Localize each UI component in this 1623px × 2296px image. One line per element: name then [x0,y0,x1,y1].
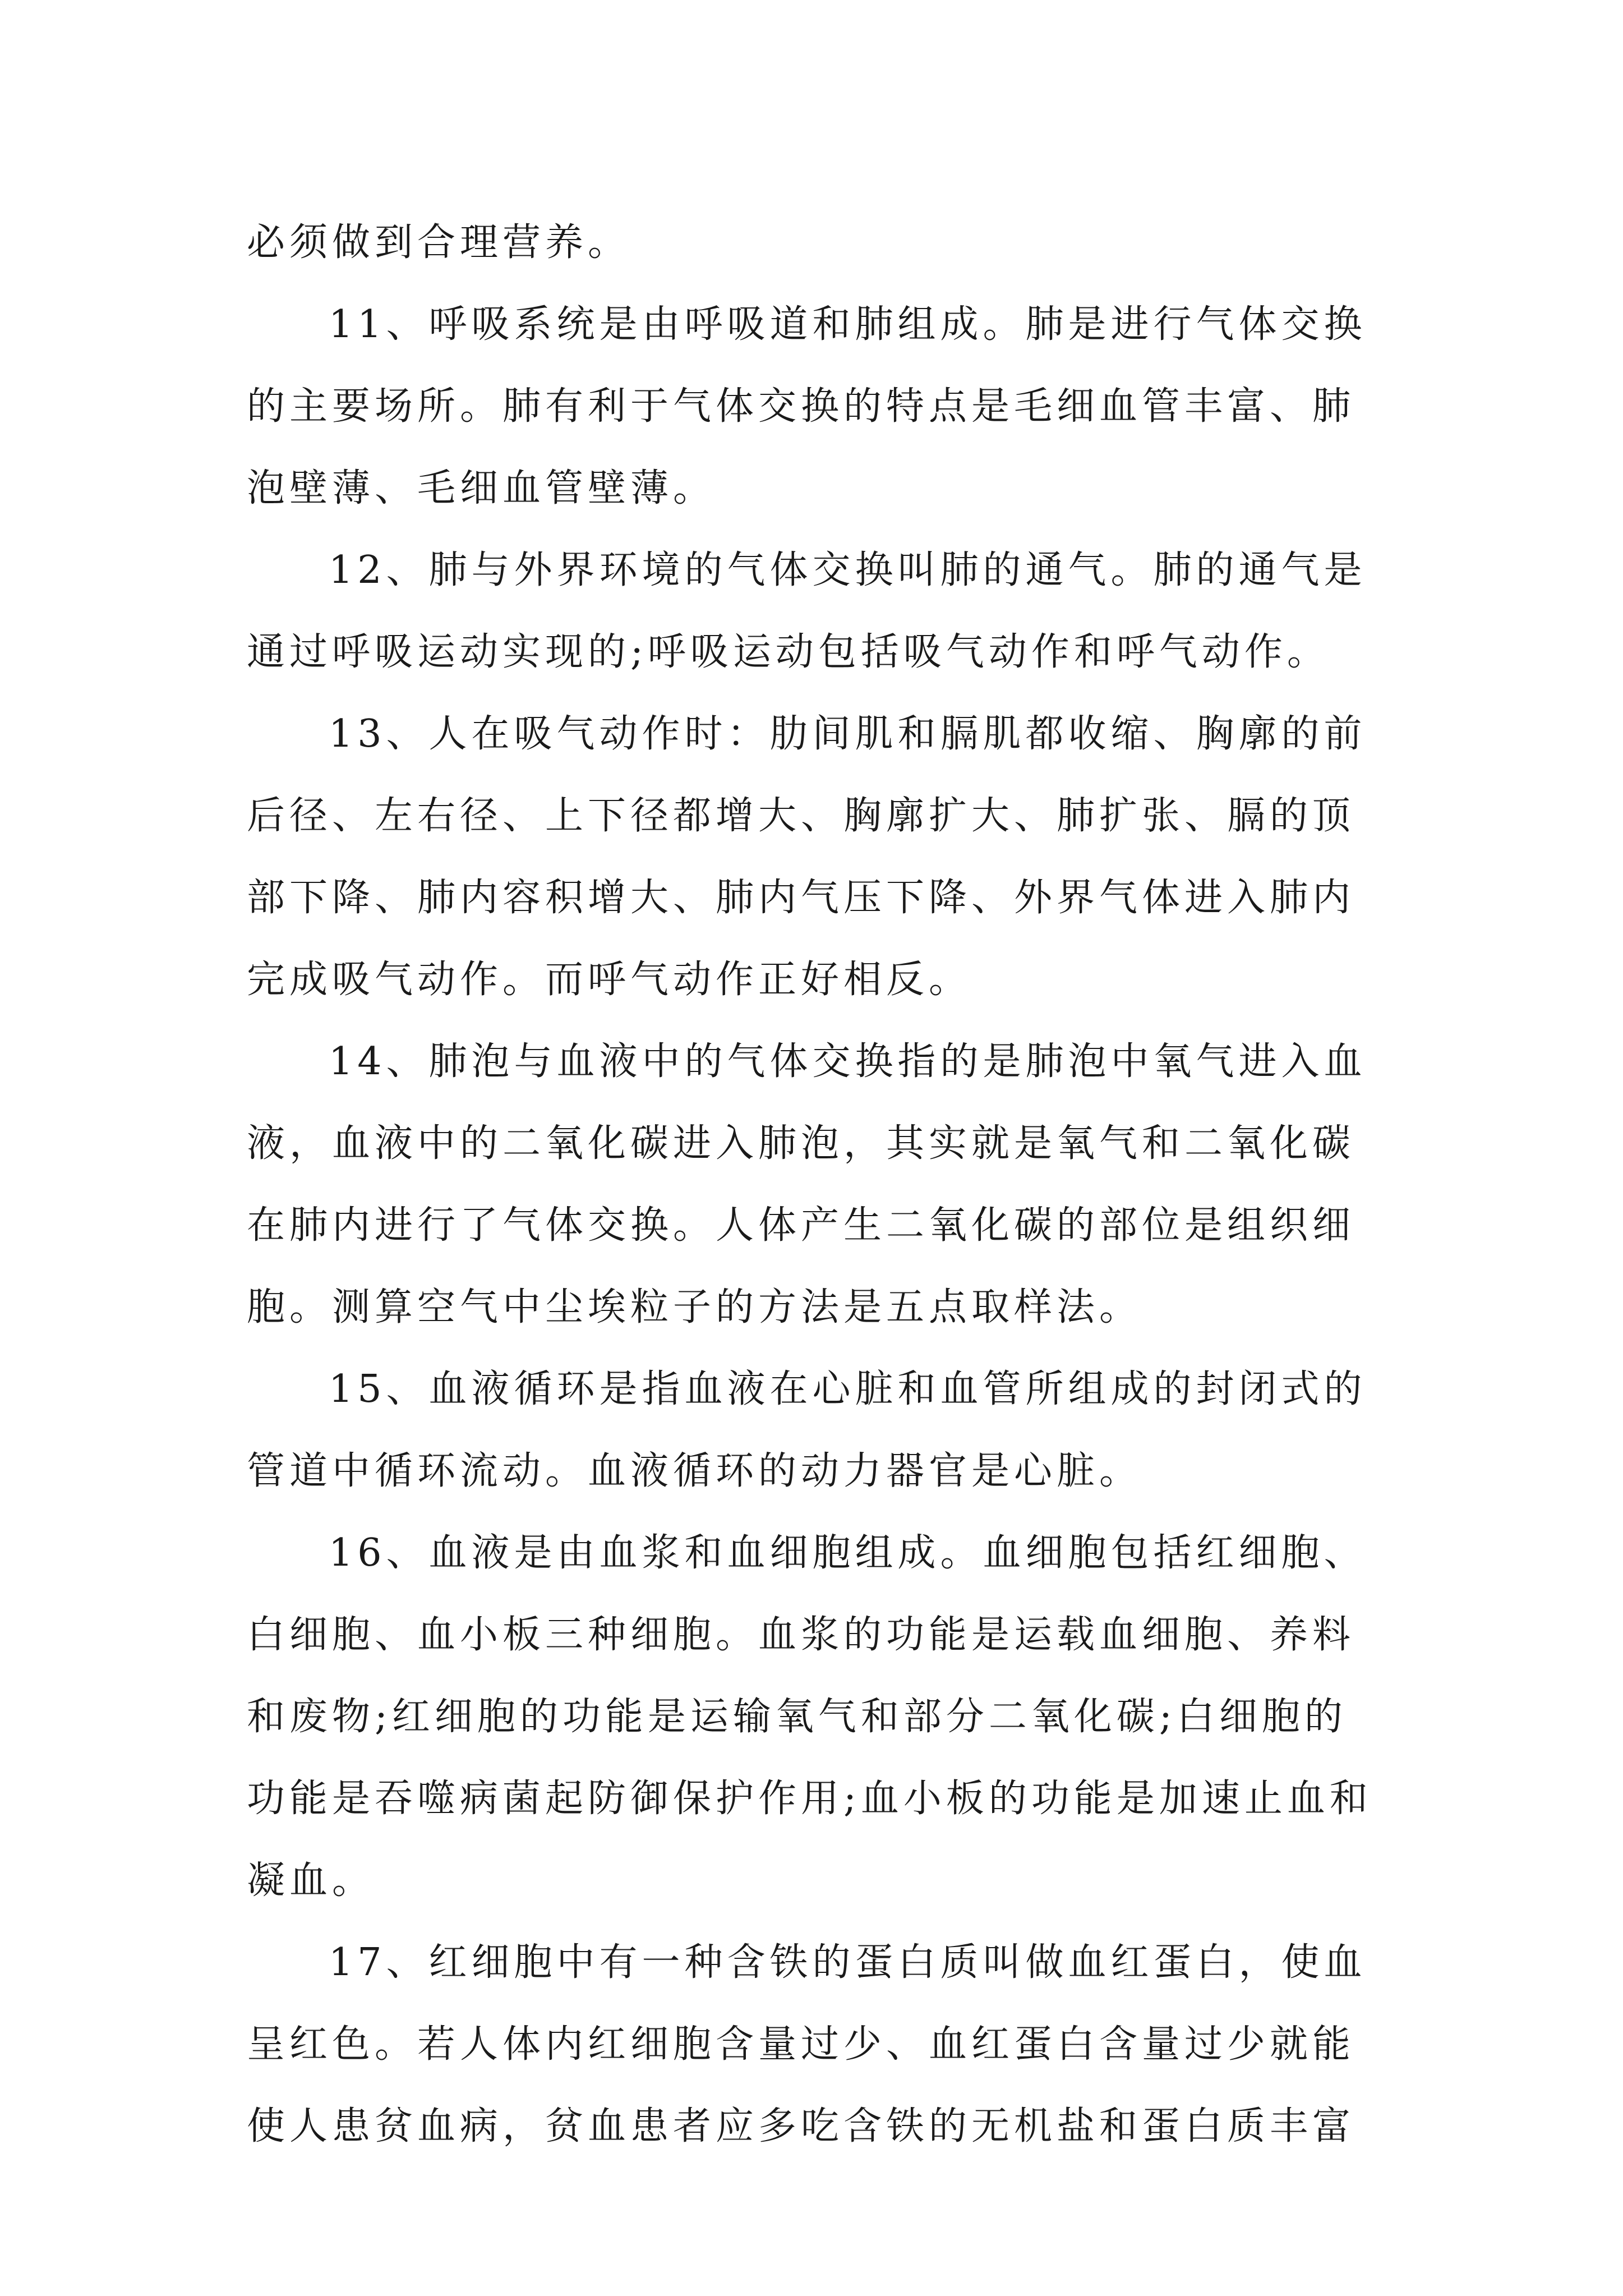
paragraph-item-17: 17、红细胞中有一种含铁的蛋白质叫做血红蛋白，使血呈红色。若人体内红细胞含量过少、血红蛋白含量过少就能使人患贫血病，贫血患者应多吃含铁的无机盐和蛋白质丰富 [247,1940,1367,2148]
paragraph-item-15: 15、血液循环是指血液在心脏和血管所组成的封闭式的管道中循环流动。血液循环的动力器官是心脏。 [247,1367,1367,1493]
paragraph-item-16: 16、血液是由血浆和血细胞组成。血细胞包括红细胞、白细胞、血小板三种细胞。血浆的功能是运载血细胞、养料和废物;红细胞的功能是运输氧气和部分二氧化碳;白细胞的功能是吞噬病菌起防御保护作用;血小板的功能是加速止血和凝血。 [247,1531,1372,1903]
paragraph-item-13: 13、人在吸气动作时：肋间肌和膈肌都收缩、胸廓的前后径、左右径、上下径都增大、胸廓扩大、肺扩张、膈的顶部下降、肺内容积增大、肺内气压下降、外界气体进入肺内完成吸气动作。而呼气动作正好相反。 [247,712,1367,1002]
paragraph-item-14: 14、肺泡与血液中的气体交换指的是肺泡中氧气进入血液，血液中的二氧化碳进入肺泡，其实就是氧气和二氧化碳在肺内进行了气体交换。人体产生二氧化碳的部位是组织细胞。测算空气中尘埃粒子的方法是五点取样法。 [247,1039,1367,1329]
paragraph-item-12: 12、肺与外界环境的气体交换叫肺的通气。肺的通气是通过呼吸运动实现的;呼吸运动包括吸气动作和呼气动作。 [247,548,1367,674]
paragraph-item-11: 11、呼吸系统是由呼吸道和肺组成。肺是进行气体交换的主要场所。肺有利于气体交换的特点是毛细血管丰富、肺泡壁薄、毛细血管壁薄。 [247,302,1367,510]
paragraph-continuation: 必须做到合理营养。 [247,220,631,265]
document-body [247,202,1385,2168]
